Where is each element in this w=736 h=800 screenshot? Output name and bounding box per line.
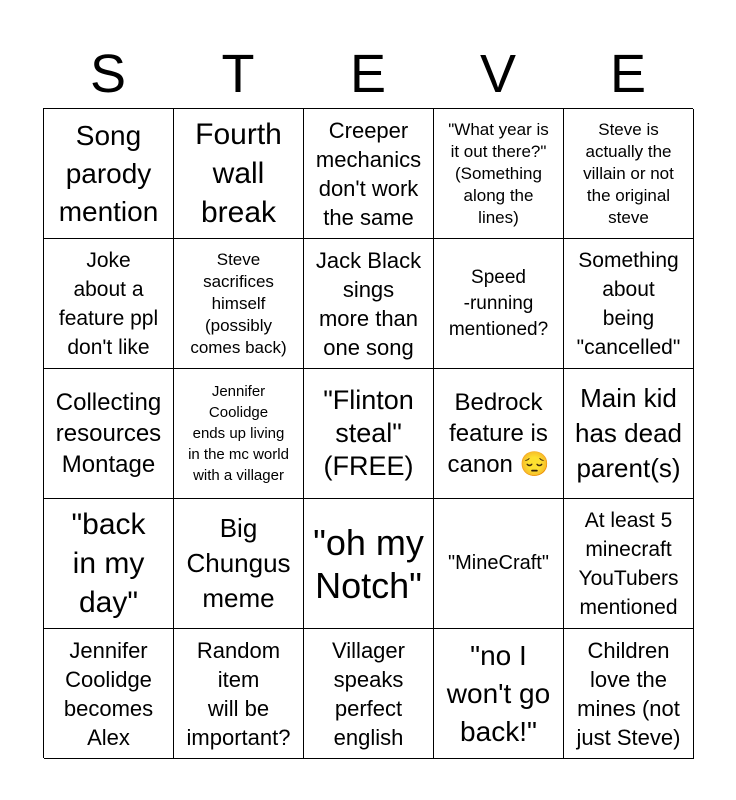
cell-text: Bedrock feature is canon 😔 <box>447 389 550 478</box>
bingo-cell[interactable] <box>434 499 564 629</box>
cell-text: "no I won't go back!" <box>446 639 551 747</box>
cell-text: Jennifer Coolidge ends up living in the mc world with a villager <box>188 383 289 484</box>
bingo-cell[interactable] <box>44 369 174 499</box>
cell-text: Children love the mines (not just Steve) <box>576 637 681 750</box>
bingo-cell[interactable] <box>304 109 434 239</box>
bingo-cell[interactable] <box>564 109 694 239</box>
cell-text: "back in my day" <box>71 508 146 619</box>
bingo-cell[interactable] <box>304 239 434 369</box>
bingo-cell[interactable] <box>174 369 304 499</box>
cell-text: "Flinton steal" (FREE) <box>323 385 414 481</box>
cell-text: Jack Black sings more than one song <box>315 247 422 360</box>
bingo-cell[interactable] <box>44 239 174 369</box>
bingo-cell[interactable] <box>304 369 434 499</box>
cell-text: Fourth wall break <box>195 118 282 229</box>
cell-text: Villager speaks perfect english <box>332 637 405 750</box>
bingo-cell[interactable] <box>564 369 694 499</box>
bingo-cell[interactable] <box>434 109 564 239</box>
bingo-cell[interactable] <box>564 629 694 759</box>
cell-text: Joke about a feature ppl don't like <box>58 248 159 359</box>
header-letter-e: E <box>349 44 387 104</box>
cell-text: Collecting resources Montage <box>55 389 162 478</box>
cell-text: Jennifer Coolidge becomes Alex <box>63 637 154 750</box>
cell-text: Random item will be important? <box>186 637 291 750</box>
bingo-cell[interactable] <box>434 369 564 499</box>
header-letter-t: T <box>221 44 255 104</box>
cell-text: Speed -running mentioned? <box>448 266 549 340</box>
cell-text: At least 5 minecraft YouTubers mentioned <box>578 508 679 619</box>
bingo-header <box>43 40 693 108</box>
cell-text: "What year is it out there?" (Something along the lines) <box>448 119 549 227</box>
bingo-cell[interactable] <box>564 239 694 369</box>
cell-text: Big Chungus meme <box>186 513 291 613</box>
bingo-cell[interactable] <box>174 499 304 629</box>
cell-text: "oh my Notch" <box>313 521 424 606</box>
bingo-cell[interactable] <box>174 239 304 369</box>
bingo-cell[interactable] <box>44 499 174 629</box>
bingo-cell[interactable] <box>44 109 174 239</box>
cell-text: Main kid has dead parent(s) <box>575 383 682 483</box>
bingo-cell[interactable] <box>304 499 434 629</box>
bingo-cell[interactable] <box>174 629 304 759</box>
bingo-grid <box>43 108 693 758</box>
bingo-cell[interactable] <box>44 629 174 759</box>
bingo-cell[interactable] <box>434 239 564 369</box>
header-letter-e-2: E <box>609 44 647 104</box>
cell-text: Steve is actually the villain or not the original steve <box>583 119 674 227</box>
cell-text: "MineCraft" <box>448 552 549 574</box>
cell-text: Creeper mechanics don't work the same <box>315 117 422 230</box>
bingo-cell[interactable] <box>174 109 304 239</box>
cell-text: Steve sacrifices himself (possibly comes back) <box>190 249 287 357</box>
bingo-cell[interactable] <box>564 499 694 629</box>
bingo-cell[interactable] <box>304 629 434 759</box>
cell-text: Something about being "cancelled" <box>576 248 681 359</box>
header-letter-v: V <box>479 44 517 104</box>
header-letter-s: S <box>89 44 127 104</box>
bingo-cell[interactable] <box>434 629 564 759</box>
cell-text: Song parody mention <box>58 119 159 227</box>
